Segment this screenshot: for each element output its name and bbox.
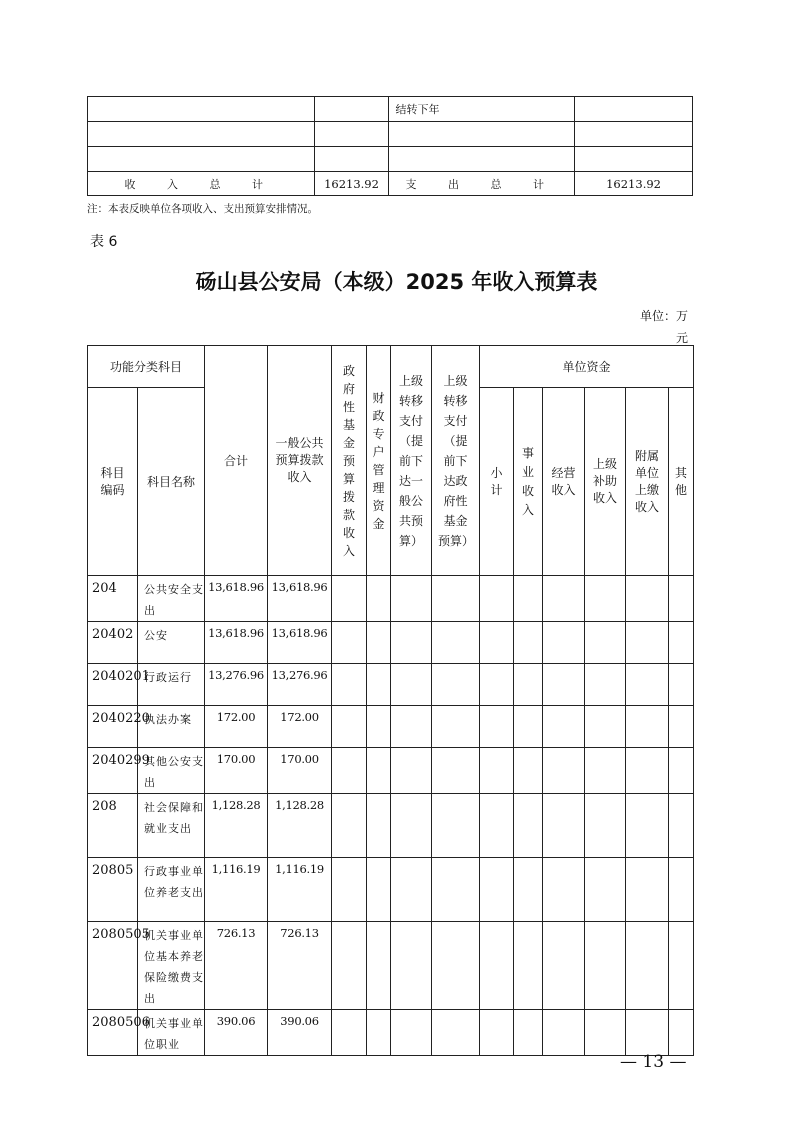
row-code-cell: 2080506	[88, 1010, 138, 1056]
expense-total-value: 16213.92	[575, 172, 693, 196]
row-empty-cell	[514, 1010, 543, 1056]
row-empty-cell	[585, 576, 626, 622]
table-cell	[88, 147, 315, 172]
row-empty-cell	[432, 794, 480, 858]
row-general-budget-cell: 726.13	[268, 922, 332, 1010]
row-general-budget-cell: 13,618.96	[268, 622, 332, 664]
header-subtotal: 小计	[480, 388, 514, 576]
row-empty-cell	[669, 1010, 694, 1056]
row-empty-cell	[332, 794, 367, 858]
row-empty-cell	[391, 794, 432, 858]
row-empty-cell	[585, 748, 626, 794]
row-empty-cell	[543, 1010, 585, 1056]
row-general-budget-cell: 13,276.96	[268, 664, 332, 706]
row-empty-cell	[669, 576, 694, 622]
table-row	[88, 794, 694, 858]
row-empty-cell	[669, 622, 694, 664]
row-name-cell: 机关事业单位职业	[138, 1010, 205, 1056]
row-empty-cell	[626, 706, 669, 748]
table-cell	[88, 122, 315, 147]
table-row	[88, 576, 694, 622]
row-name-cell: 社会保障和就业支出	[138, 794, 205, 858]
table-cell	[88, 97, 315, 122]
row-empty-cell	[626, 1010, 669, 1056]
row-total-cell: 172.00	[205, 706, 268, 748]
expense-total-label: 支 出 总 计	[389, 172, 575, 196]
row-empty-cell	[626, 794, 669, 858]
row-empty-cell	[514, 748, 543, 794]
table-cell	[575, 147, 693, 172]
row-empty-cell	[391, 1010, 432, 1056]
row-empty-cell	[332, 622, 367, 664]
header-unit-funds: 单位资金	[480, 346, 694, 388]
row-empty-cell	[543, 748, 585, 794]
row-empty-cell	[367, 576, 391, 622]
row-general-budget-cell: 390.06	[268, 1010, 332, 1056]
row-empty-cell	[585, 794, 626, 858]
table-cell	[575, 97, 693, 122]
row-empty-cell	[626, 858, 669, 922]
income-total-label: 收 入 总 计	[88, 172, 315, 196]
table-row	[88, 706, 694, 748]
row-empty-cell	[332, 922, 367, 1010]
row-empty-cell	[514, 922, 543, 1010]
row-empty-cell	[332, 748, 367, 794]
row-code-cell: 2040201	[88, 664, 138, 706]
row-empty-cell	[367, 664, 391, 706]
row-empty-cell	[514, 706, 543, 748]
row-code-cell: 2080505	[88, 922, 138, 1010]
row-code-cell: 2040220	[88, 706, 138, 748]
row-empty-cell	[332, 576, 367, 622]
row-empty-cell	[367, 1010, 391, 1056]
header-special-fund: 财政专户管理资金	[367, 346, 391, 576]
header-code: 科目编码	[88, 388, 138, 576]
row-name-cell: 行政事业单位养老支出	[138, 858, 205, 922]
row-code-cell: 2040299	[88, 748, 138, 794]
row-empty-cell	[391, 748, 432, 794]
row-empty-cell	[432, 706, 480, 748]
row-empty-cell	[669, 748, 694, 794]
header-transfer-fund: 上级转移支付（提前下达政府性基金预算）	[432, 346, 480, 576]
row-empty-cell	[669, 664, 694, 706]
row-empty-cell	[585, 922, 626, 1010]
row-general-budget-cell: 1,116.19	[268, 858, 332, 922]
row-empty-cell	[480, 576, 514, 622]
table-row	[88, 922, 694, 1010]
row-empty-cell	[514, 576, 543, 622]
table-row	[88, 1010, 694, 1056]
table-cell	[389, 147, 575, 172]
row-empty-cell	[432, 664, 480, 706]
row-empty-cell	[367, 794, 391, 858]
row-empty-cell	[391, 664, 432, 706]
row-empty-cell	[391, 576, 432, 622]
row-general-budget-cell: 1,128.28	[268, 794, 332, 858]
row-total-cell: 13,618.96	[205, 576, 268, 622]
header-affiliated: 附属单位上缴收入	[626, 388, 669, 576]
row-empty-cell	[367, 922, 391, 1010]
row-empty-cell	[332, 1010, 367, 1056]
row-total-cell: 13,276.96	[205, 664, 268, 706]
row-empty-cell	[391, 922, 432, 1010]
row-empty-cell	[432, 858, 480, 922]
header-career-income: 事业收入	[514, 388, 543, 576]
row-total-cell: 726.13	[205, 922, 268, 1010]
row-empty-cell	[626, 664, 669, 706]
table-cell	[314, 122, 389, 147]
row-empty-cell	[585, 1010, 626, 1056]
table-row	[88, 748, 694, 794]
row-empty-cell	[585, 706, 626, 748]
row-empty-cell	[480, 922, 514, 1010]
header-gov-fund: 政府性基金预算拨款收入	[332, 346, 367, 576]
row-total-cell: 390.06	[205, 1010, 268, 1056]
header-subsidy: 上级补助收入	[585, 388, 626, 576]
row-empty-cell	[391, 706, 432, 748]
header-other: 其他	[669, 388, 694, 576]
row-empty-cell	[367, 622, 391, 664]
table-cell	[575, 122, 693, 147]
row-empty-cell	[626, 922, 669, 1010]
unit-label: 单位：万元	[639, 309, 688, 345]
row-empty-cell	[543, 576, 585, 622]
row-code-cell: 208	[88, 794, 138, 858]
row-total-cell: 13,618.96	[205, 622, 268, 664]
row-name-cell: 公共安全支出	[138, 576, 205, 622]
row-empty-cell	[391, 622, 432, 664]
row-general-budget-cell: 172.00	[268, 706, 332, 748]
row-empty-cell	[367, 706, 391, 748]
row-empty-cell	[432, 922, 480, 1010]
row-empty-cell	[332, 706, 367, 748]
income-total-value: 16213.92	[314, 172, 389, 196]
row-empty-cell	[626, 748, 669, 794]
row-empty-cell	[543, 664, 585, 706]
row-empty-cell	[480, 748, 514, 794]
page-number: — 13 —	[620, 1052, 687, 1072]
row-empty-cell	[332, 664, 367, 706]
header-func-category: 功能分类科目	[88, 346, 205, 388]
row-total-cell: 1,116.19	[205, 858, 268, 922]
header-transfer-general: 上级转移支付（提前下达一般公共预算）	[391, 346, 432, 576]
row-name-cell: 机关事业单位基本养老保险缴费支出	[138, 922, 205, 1010]
row-empty-cell	[514, 622, 543, 664]
row-empty-cell	[543, 706, 585, 748]
row-name-cell: 公安	[138, 622, 205, 664]
row-empty-cell	[480, 1010, 514, 1056]
row-total-cell: 1,128.28	[205, 794, 268, 858]
row-empty-cell	[543, 922, 585, 1010]
table-cell: 结转下年	[389, 97, 575, 122]
row-empty-cell	[480, 664, 514, 706]
row-empty-cell	[669, 794, 694, 858]
row-empty-cell	[585, 664, 626, 706]
table-cell	[389, 122, 575, 147]
row-code-cell: 20805	[88, 858, 138, 922]
row-empty-cell	[626, 576, 669, 622]
row-name-cell: 其他公安支出	[138, 748, 205, 794]
row-empty-cell	[367, 858, 391, 922]
row-empty-cell	[514, 794, 543, 858]
row-code-cell: 204	[88, 576, 138, 622]
row-general-budget-cell: 170.00	[268, 748, 332, 794]
row-empty-cell	[514, 664, 543, 706]
header-operating-income: 经营收入	[543, 388, 585, 576]
row-empty-cell	[432, 1010, 480, 1056]
header-name: 科目名称	[138, 388, 205, 576]
row-empty-cell	[626, 622, 669, 664]
income-budget-table	[87, 345, 694, 1056]
header-general-budget: 一般公共预算拨款收入	[268, 346, 332, 576]
row-total-cell: 170.00	[205, 748, 268, 794]
header-total: 合计	[205, 346, 268, 576]
continuation-table	[87, 96, 693, 196]
row-empty-cell	[585, 858, 626, 922]
row-empty-cell	[391, 858, 432, 922]
row-empty-cell	[480, 706, 514, 748]
row-empty-cell	[669, 706, 694, 748]
row-name-cell: 行政运行	[138, 664, 205, 706]
row-empty-cell	[432, 748, 480, 794]
row-empty-cell	[543, 858, 585, 922]
row-empty-cell	[543, 622, 585, 664]
row-empty-cell	[480, 622, 514, 664]
table-row	[88, 858, 694, 922]
row-empty-cell	[332, 858, 367, 922]
row-empty-cell	[480, 858, 514, 922]
row-empty-cell	[543, 794, 585, 858]
table-cell	[314, 147, 389, 172]
row-name-cell: 执法办案	[138, 706, 205, 748]
row-empty-cell	[367, 748, 391, 794]
row-code-cell: 20402	[88, 622, 138, 664]
table-number: 表 6	[90, 234, 118, 250]
row-empty-cell	[514, 858, 543, 922]
row-empty-cell	[480, 794, 514, 858]
row-empty-cell	[432, 622, 480, 664]
row-empty-cell	[669, 922, 694, 1010]
row-empty-cell	[669, 858, 694, 922]
table-row	[88, 622, 694, 664]
row-general-budget-cell: 13,618.96	[268, 576, 332, 622]
table-row	[88, 664, 694, 706]
table-note: 注：本表反映单位各项收入、支出预算安排情况。	[87, 203, 318, 215]
row-empty-cell	[585, 622, 626, 664]
page-title: 砀山县公安局（本级）2025 年收入预算表	[195, 270, 598, 294]
table-cell	[314, 97, 389, 122]
row-empty-cell	[432, 576, 480, 622]
